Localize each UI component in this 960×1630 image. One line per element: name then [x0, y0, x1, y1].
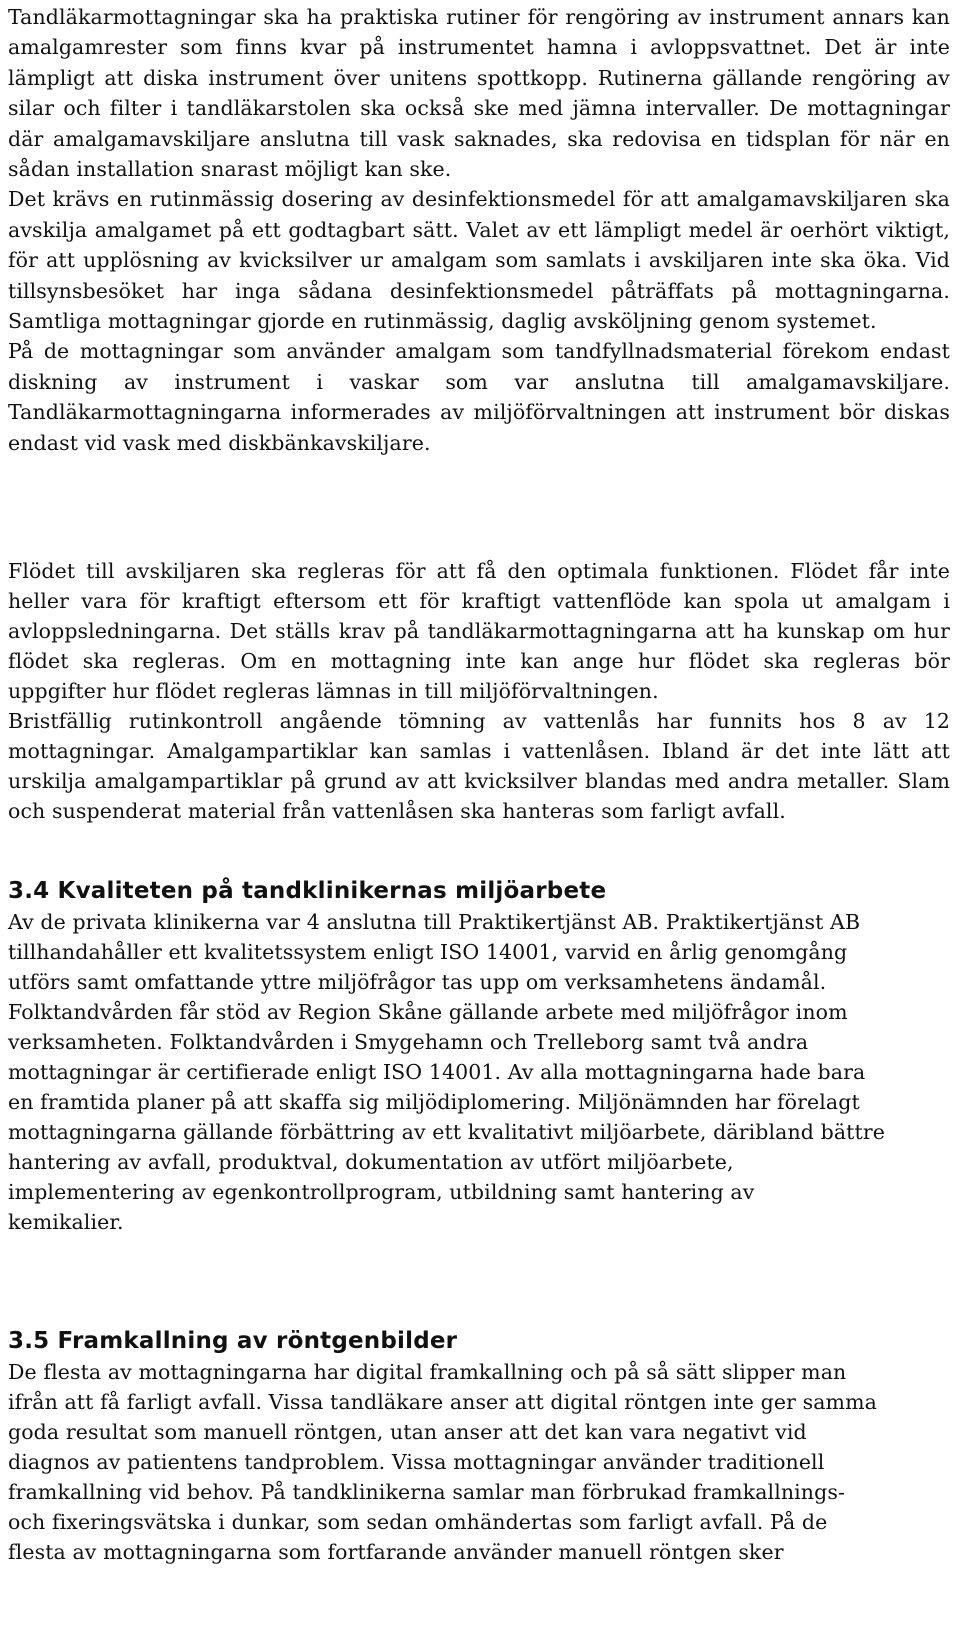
paragraph-water-traps: Bristfällig rutinkontroll angående tömning av vattenlås har funnits hos 8 av 12 mottagningar. Amalgampartiklar kan samlas i vattenlåsen. Ibland är det inte lätt att urskilja amalgampartiklar på grund av att kvicksilver blandas med andra metaller. Slam och suspenderat material från vattenlåsen ska hanteras som farligt avfall. [8, 709, 950, 823]
section-3-5-line: och fixeringsvätska i dunkar, som sedan omhändertas som farligt avfall. På de [8, 1510, 828, 1534]
section-3-4-line: mottagningar är certifierade enligt ISO 14001. Av alla mottagningarna hade bara [8, 1060, 866, 1084]
section-3-5-line: flesta av mottagningarna som fortfarande använder manuell röntgen sker [8, 1540, 784, 1564]
section-3-4-body [8, 907, 950, 1237]
section-3-4-line: verksamheten. Folktandvården i Smygehamn och Trelleborg samt två andra [8, 1030, 809, 1054]
paragraph-flow-regulation: Flödet till avskiljaren ska regleras för att få den optimala funktionen. Flödet får inte heller vara för kraftigt eftersom ett för kraftigt vattenflöde kan spola ut amalgam i avloppsledningarna. Det ställs krav på tandläkarmottagningarna att ha kunskap om hur flödet ska regleras. Om en mottagning inte kan ange hur flödet ska regleras bör uppgifter hur flödet regleras lämnas in till miljöförvaltningen. [8, 559, 950, 703]
section-3-5-line: ifrån att få farligt avfall. Vissa tandläkare anser att digital röntgen inte ger samma [8, 1390, 877, 1414]
section-3-4-line: utförs samt omfattande yttre miljöfrågor tas upp om verksamhetens ändamål. [8, 970, 827, 994]
section-3-5-line: diagnos av patientens tandproblem. Vissa mottagningar använder traditionell [8, 1450, 825, 1474]
section-3-4-line: kemikalier. [8, 1210, 124, 1234]
section-heading-3-5: 3.5 Framkallning av röntgenbilder [8, 1328, 458, 1354]
section-3-4-line: Av de privata klinikerna var 4 anslutna till Praktikertjänst AB. Praktikertjänst AB [8, 910, 861, 934]
paragraph-instrument-cleaning: Tandläkarmottagningar ska ha praktiska rutiner för rengöring av instrument annars kan amalgamrester som finns kvar på instrumentet hamna i avloppsvattnet. Det är inte lämpligt att diska instrument över unitens spottkopp. Rutinerna gällande rengöring av silar och filter i tandläkarstolen ska också ske med jämna intervaller. De mottagningar där amalgamavskiljare anslutna till vask saknades, ska redovisa en tidsplan för när en sådan installation snarast möjligt kan ske. [8, 5, 950, 182]
section-3-5-body [8, 1357, 950, 1567]
section-3-4-line: implementering av egenkontrollprogram, utbildning samt hantering av [8, 1180, 755, 1204]
paragraph-instrument-washing: På de mottagningar som använder amalgam som tandfyllnadsmaterial förekom endast diskning av instrument i vaskar som var anslutna till amalgamavskiljare. Tandläkarmottagningarna informerades av miljöförvaltningen att instrument bör diskas endast vid vask med diskbänkavskiljare. [8, 339, 950, 455]
section-3-4-line: Folktandvården får stöd av Region Skåne gällande arbete med miljöfrågor inom [8, 1000, 848, 1024]
section-3-4-line: en framtida planer på att skaffa sig miljödiplomering. Miljönämnden har förelagt [8, 1090, 860, 1114]
section-3-5-line: framkallning vid behov. På tandklinikerna samlar man förbrukad framkallnings- [8, 1480, 845, 1504]
body-text-top [8, 2, 950, 458]
section-3-5-line: De flesta av mottagningarna har digital framkallning och på så sätt slipper man [8, 1360, 847, 1384]
section-3-4-line: mottagningarna gällande förbättring av ett kvalitativt miljöarbete, däribland bättre [8, 1120, 885, 1144]
section-3-4-line: hantering av avfall, produktval, dokumentation av utfört miljöarbete, [8, 1150, 734, 1174]
section-3-5-line: goda resultat som manuell röntgen, utan anser att det kan vara negativt vid [8, 1420, 807, 1444]
body-text-mid [8, 556, 950, 826]
section-3-4-line: tillhandahåller ett kvalitetssystem enligt ISO 14001, varvid en årlig genomgång [8, 940, 848, 964]
paragraph-disinfectant-dosing: Det krävs en rutinmässig dosering av desinfektionsmedel för att amalgamavskiljaren ska avskilja amalgamet på ett godtagbart sätt. Valet av ett lämpligt medel är oerhört viktigt, för att upplösning av kvicksilver ur amalgam som samlats i avskiljaren inte ska öka. Vid tillsynsbesöket har inga sådana desinfektionsmedel påträffats på mottagningarna. Samtliga mottagningar gjorde en rutinmässig, daglig avsköljning genom systemet. [8, 187, 950, 334]
section-heading-3-4: 3.4 Kvaliteten på tandklinikernas miljöarbete [8, 878, 607, 904]
